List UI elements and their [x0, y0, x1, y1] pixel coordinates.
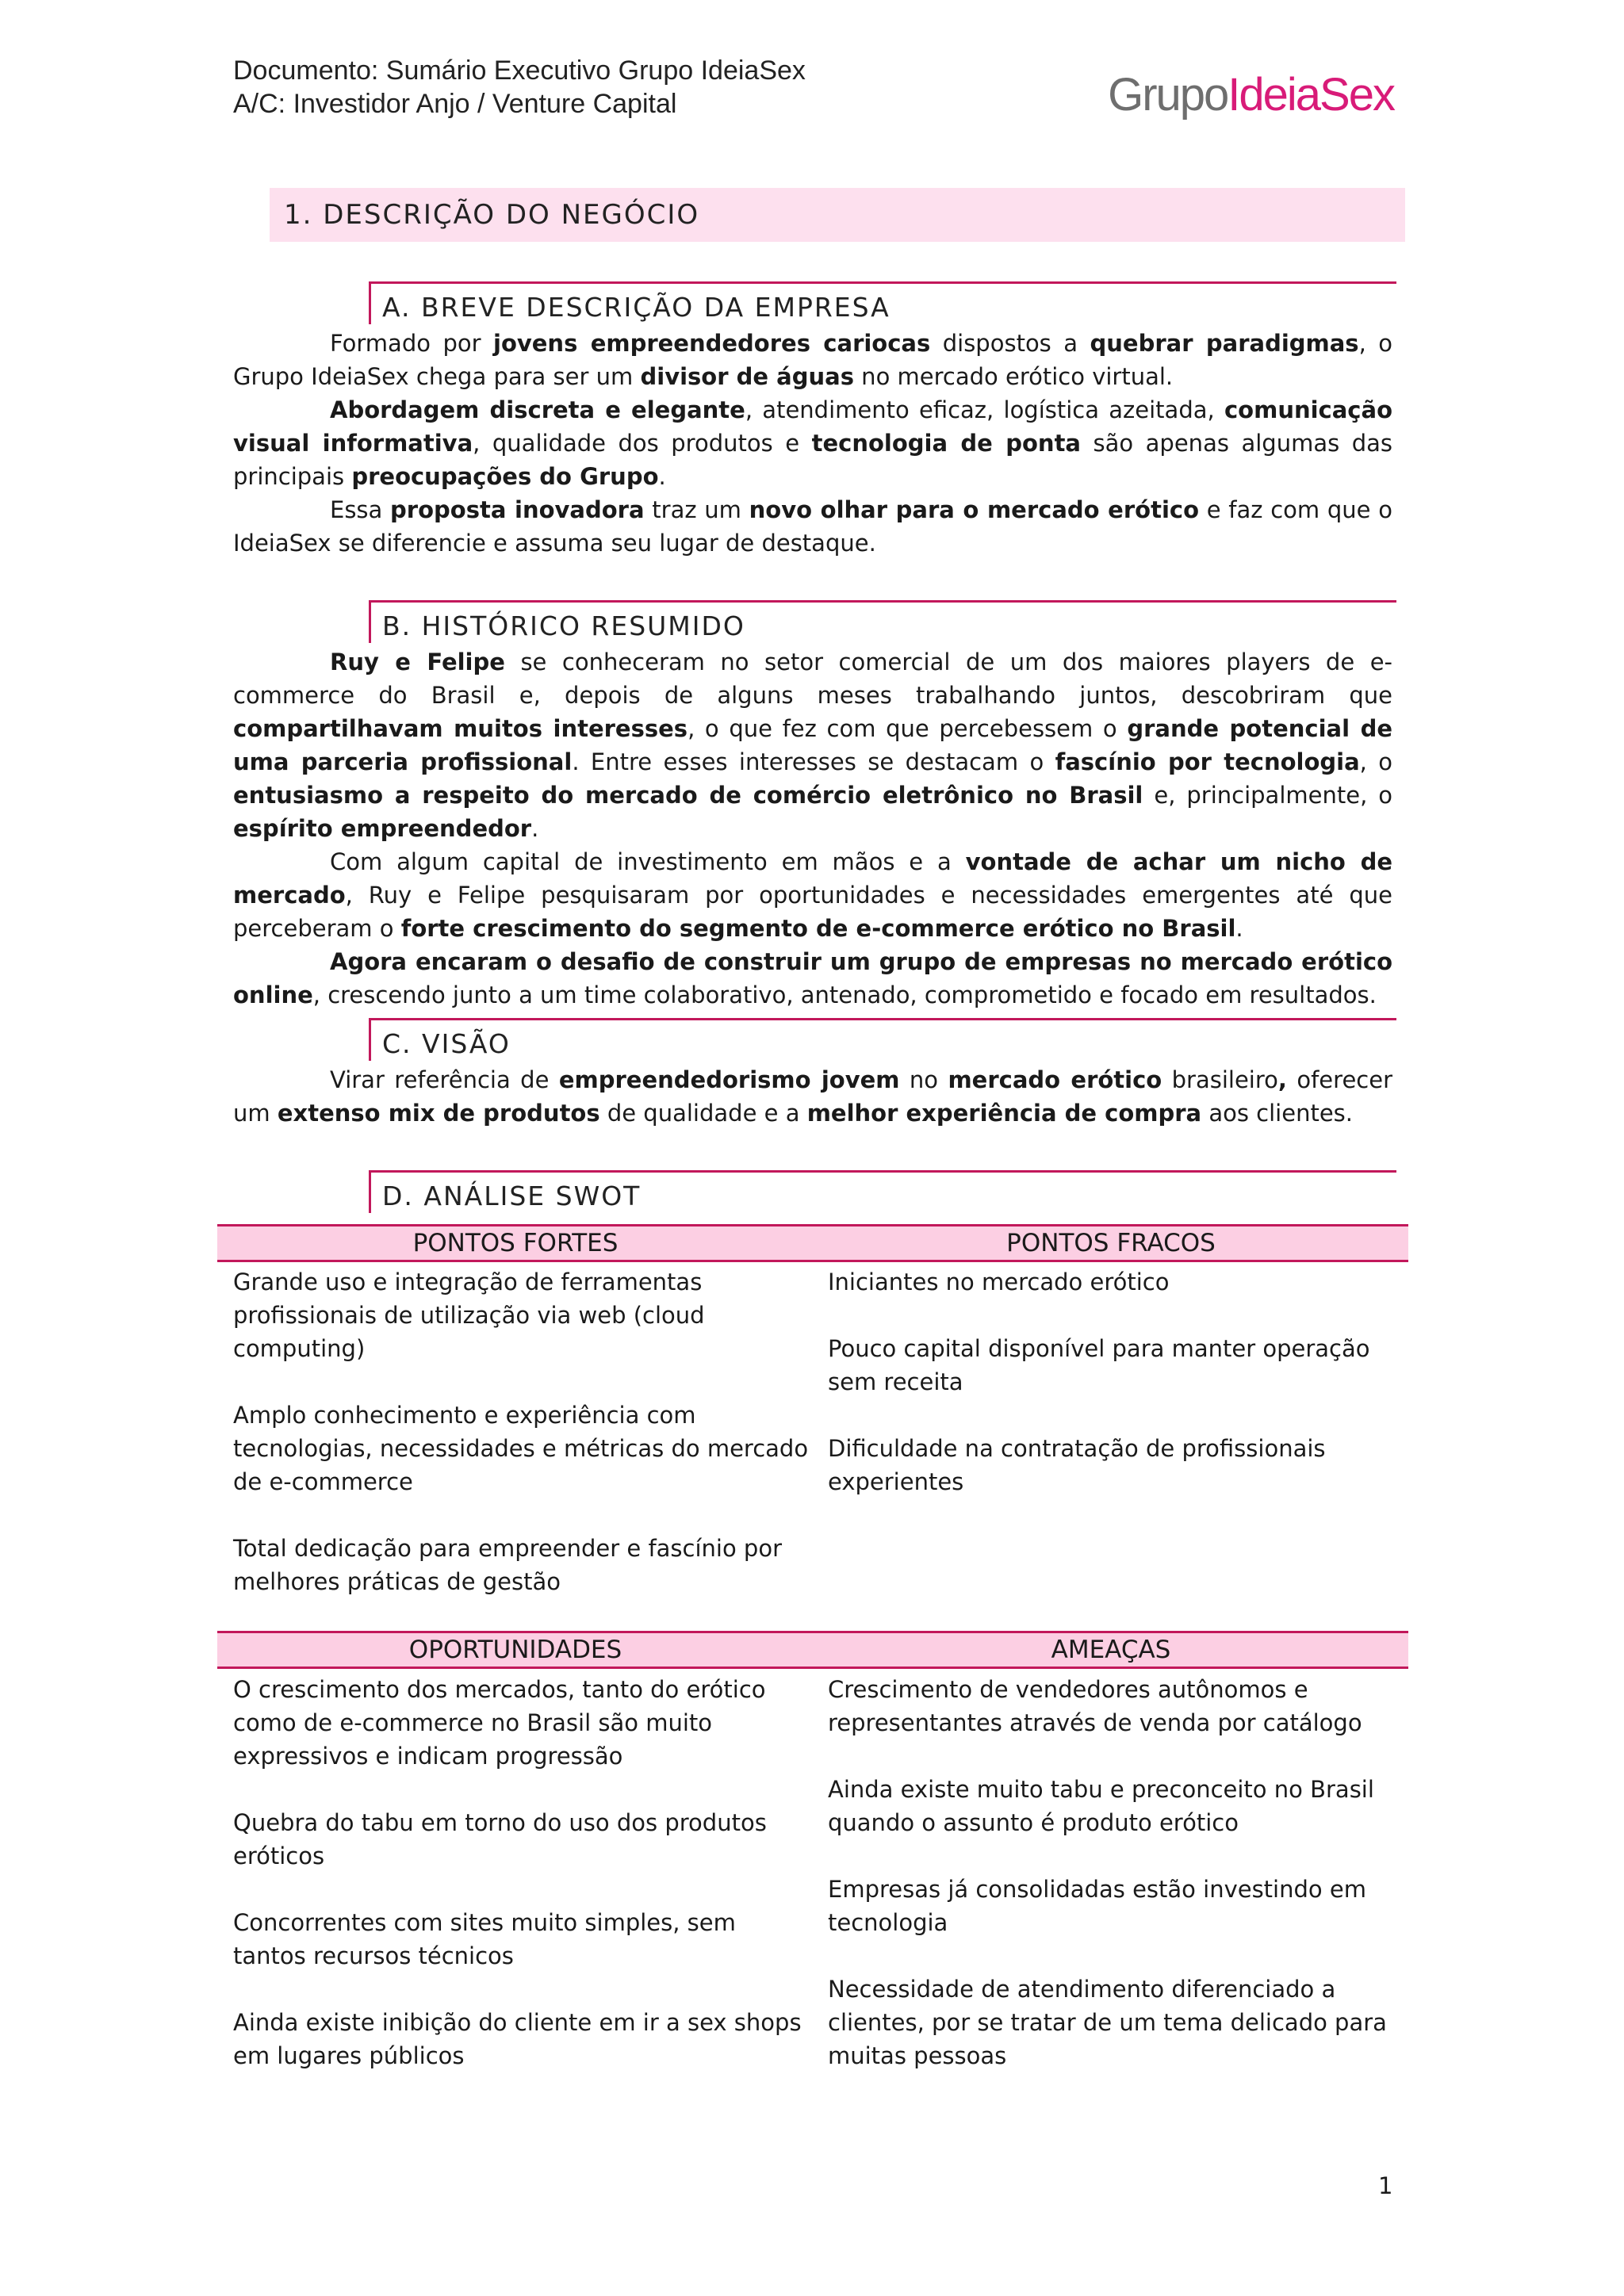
subsection-a-title: A. BREVE DESCRIÇÃO DA EMPRESA	[369, 281, 1396, 324]
swot-opportunity-item: Concorrentes com sites muito simples, sem tantos recursos técnicos	[233, 1909, 736, 1969]
paragraph-b1: Ruy e Felipe se conheceram no setor comercial de um dos maiores players de e-commerce do Brasil e, depois de alguns meses trabalhando juntos, descobriram que compartilhavam muitos interesses, o que fez com que percebessem o grande potencial de uma parceria profissional. Entre esses interesses se destacam o fascínio por tecnologia, o entusiasmo a respeito do mercado de comércio eletrônico no Brasil e, principalmente, o espírito empreendedor.	[233, 649, 1393, 842]
swot-strength-item: Total dedicação para empreender e fascínio por melhores práticas de gestão	[233, 1535, 783, 1595]
swot-weakness-item: Pouco capital disponível para manter operação sem receita	[828, 1335, 1370, 1395]
page-number: 1	[1378, 2172, 1393, 2199]
swot-weaknesses-title: PONTOS FRACOS	[1006, 1229, 1216, 1257]
swot-opportunities-title: OPORTUNIDADES	[408, 1636, 622, 1664]
paragraph-c1: Virar referência de empreendedorismo jovem no mercado erótico brasileiro, oferecer um extenso mix de produtos de qualidade e a melhor experiência de compra aos clientes.	[233, 1066, 1392, 1127]
swot-strength-item: Grande uso e integração de ferramentas profissionais de utilização via web (cloud computing)	[233, 1269, 705, 1362]
swot-header-row-1	[217, 1224, 1408, 1262]
swot-threats-list	[828, 1673, 1392, 2106]
logo-text-grupo: Grupo	[1108, 69, 1228, 121]
swot-weakness-item: Dificuldade na contratação de profissionais experientes	[828, 1435, 1326, 1495]
swot-weaknesses-list	[828, 1265, 1392, 1532]
subsection-b-title: B. HISTÓRICO RESUMIDO	[369, 600, 1396, 643]
swot-threats-title: AMEAÇAS	[1051, 1636, 1171, 1664]
section-b-body	[233, 645, 1392, 1012]
company-logo	[1108, 68, 1394, 121]
paragraph-a3: Essa proposta inovadora traz um novo olhar para o mercado erótico e faz com que o IdeiaSex se diferencie e assuma seu lugar de destaque.	[233, 496, 1392, 557]
swot-opportunity-item: O crescimento dos mercados, tanto do erótico como de e-commerce no Brasil são muito expressivos e indicam progressão	[233, 1676, 766, 1770]
swot-header-row-2	[217, 1631, 1408, 1669]
section-c-body	[233, 1063, 1392, 1130]
section-a-body	[233, 327, 1392, 560]
subsection-d-title: D. ANÁLISE SWOT	[369, 1170, 1396, 1213]
recipient-line: A/C: Investidor Anjo / Venture Capital	[233, 89, 677, 119]
swot-strengths-title: PONTOS FORTES	[412, 1229, 619, 1257]
swot-opportunity-item: Quebra do tabu em torno do uso dos produtos eróticos	[233, 1809, 767, 1869]
swot-threat-item: Crescimento de vendedores autônomos e representantes através de venda por catálogo	[828, 1676, 1362, 1736]
document-title: Documento: Sumário Executivo Grupo IdeiaSex	[233, 55, 806, 86]
swot-threat-item: Empresas já consolidadas estão investindo em tecnologia	[828, 1876, 1366, 1936]
swot-opportunity-item: Ainda existe inibição do cliente em ir a sex shops em lugares públicos	[233, 2009, 802, 2069]
swot-strength-item: Amplo conhecimento e experiência com tecnologias, necessidades e métricas do mercado de e-commerce	[233, 1402, 809, 1495]
swot-threat-item: Necessidade de atendimento diferenciado a clientes, por se tratar de um tema delicado para muitas pessoas	[828, 1976, 1387, 2069]
paragraph-b3: Agora encaram o desafio de construir um grupo de empresas no mercado erótico online, crescendo junto a um time colaborativo, antenado, comprometido e focado em resultados.	[233, 948, 1392, 1008]
section-title: 1. DESCRIÇÃO DO NEGÓCIO	[270, 188, 1405, 242]
paragraph-a1: Formado por jovens empreendedores cariocas dispostos a quebrar paradigmas, o Grupo IdeiaSex chega para ser um divisor de águas no mercado erótico virtual.	[233, 330, 1393, 390]
subsection-c-title: C. VISÃO	[369, 1018, 1396, 1061]
swot-threat-item: Ainda existe muito tabu e preconceito no Brasil quando o assunto é produto erótico	[828, 1776, 1374, 1836]
swot-weakness-item: Iniciantes no mercado erótico	[828, 1269, 1170, 1295]
paragraph-a2: Abordagem discreta e elegante, atendimento eficaz, logística azeitada, comunicação visual informativa, qualidade dos produtos e tecnologia de ponta são apenas algumas das principais preocupações do Grupo.	[233, 396, 1393, 490]
logo-text-ideiasex: IdeiaSex	[1228, 69, 1394, 121]
swot-strengths-list	[233, 1265, 812, 1632]
swot-opportunities-list	[233, 1673, 812, 2106]
paragraph-b2: Com algum capital de investimento em mãos e a vontade de achar um nicho de mercado, Ruy e Felipe pesquisaram por oportunidades e necessidades emergentes até que perceberam o forte crescimento do segmento de e-commerce erótico no Brasil.	[233, 848, 1392, 942]
